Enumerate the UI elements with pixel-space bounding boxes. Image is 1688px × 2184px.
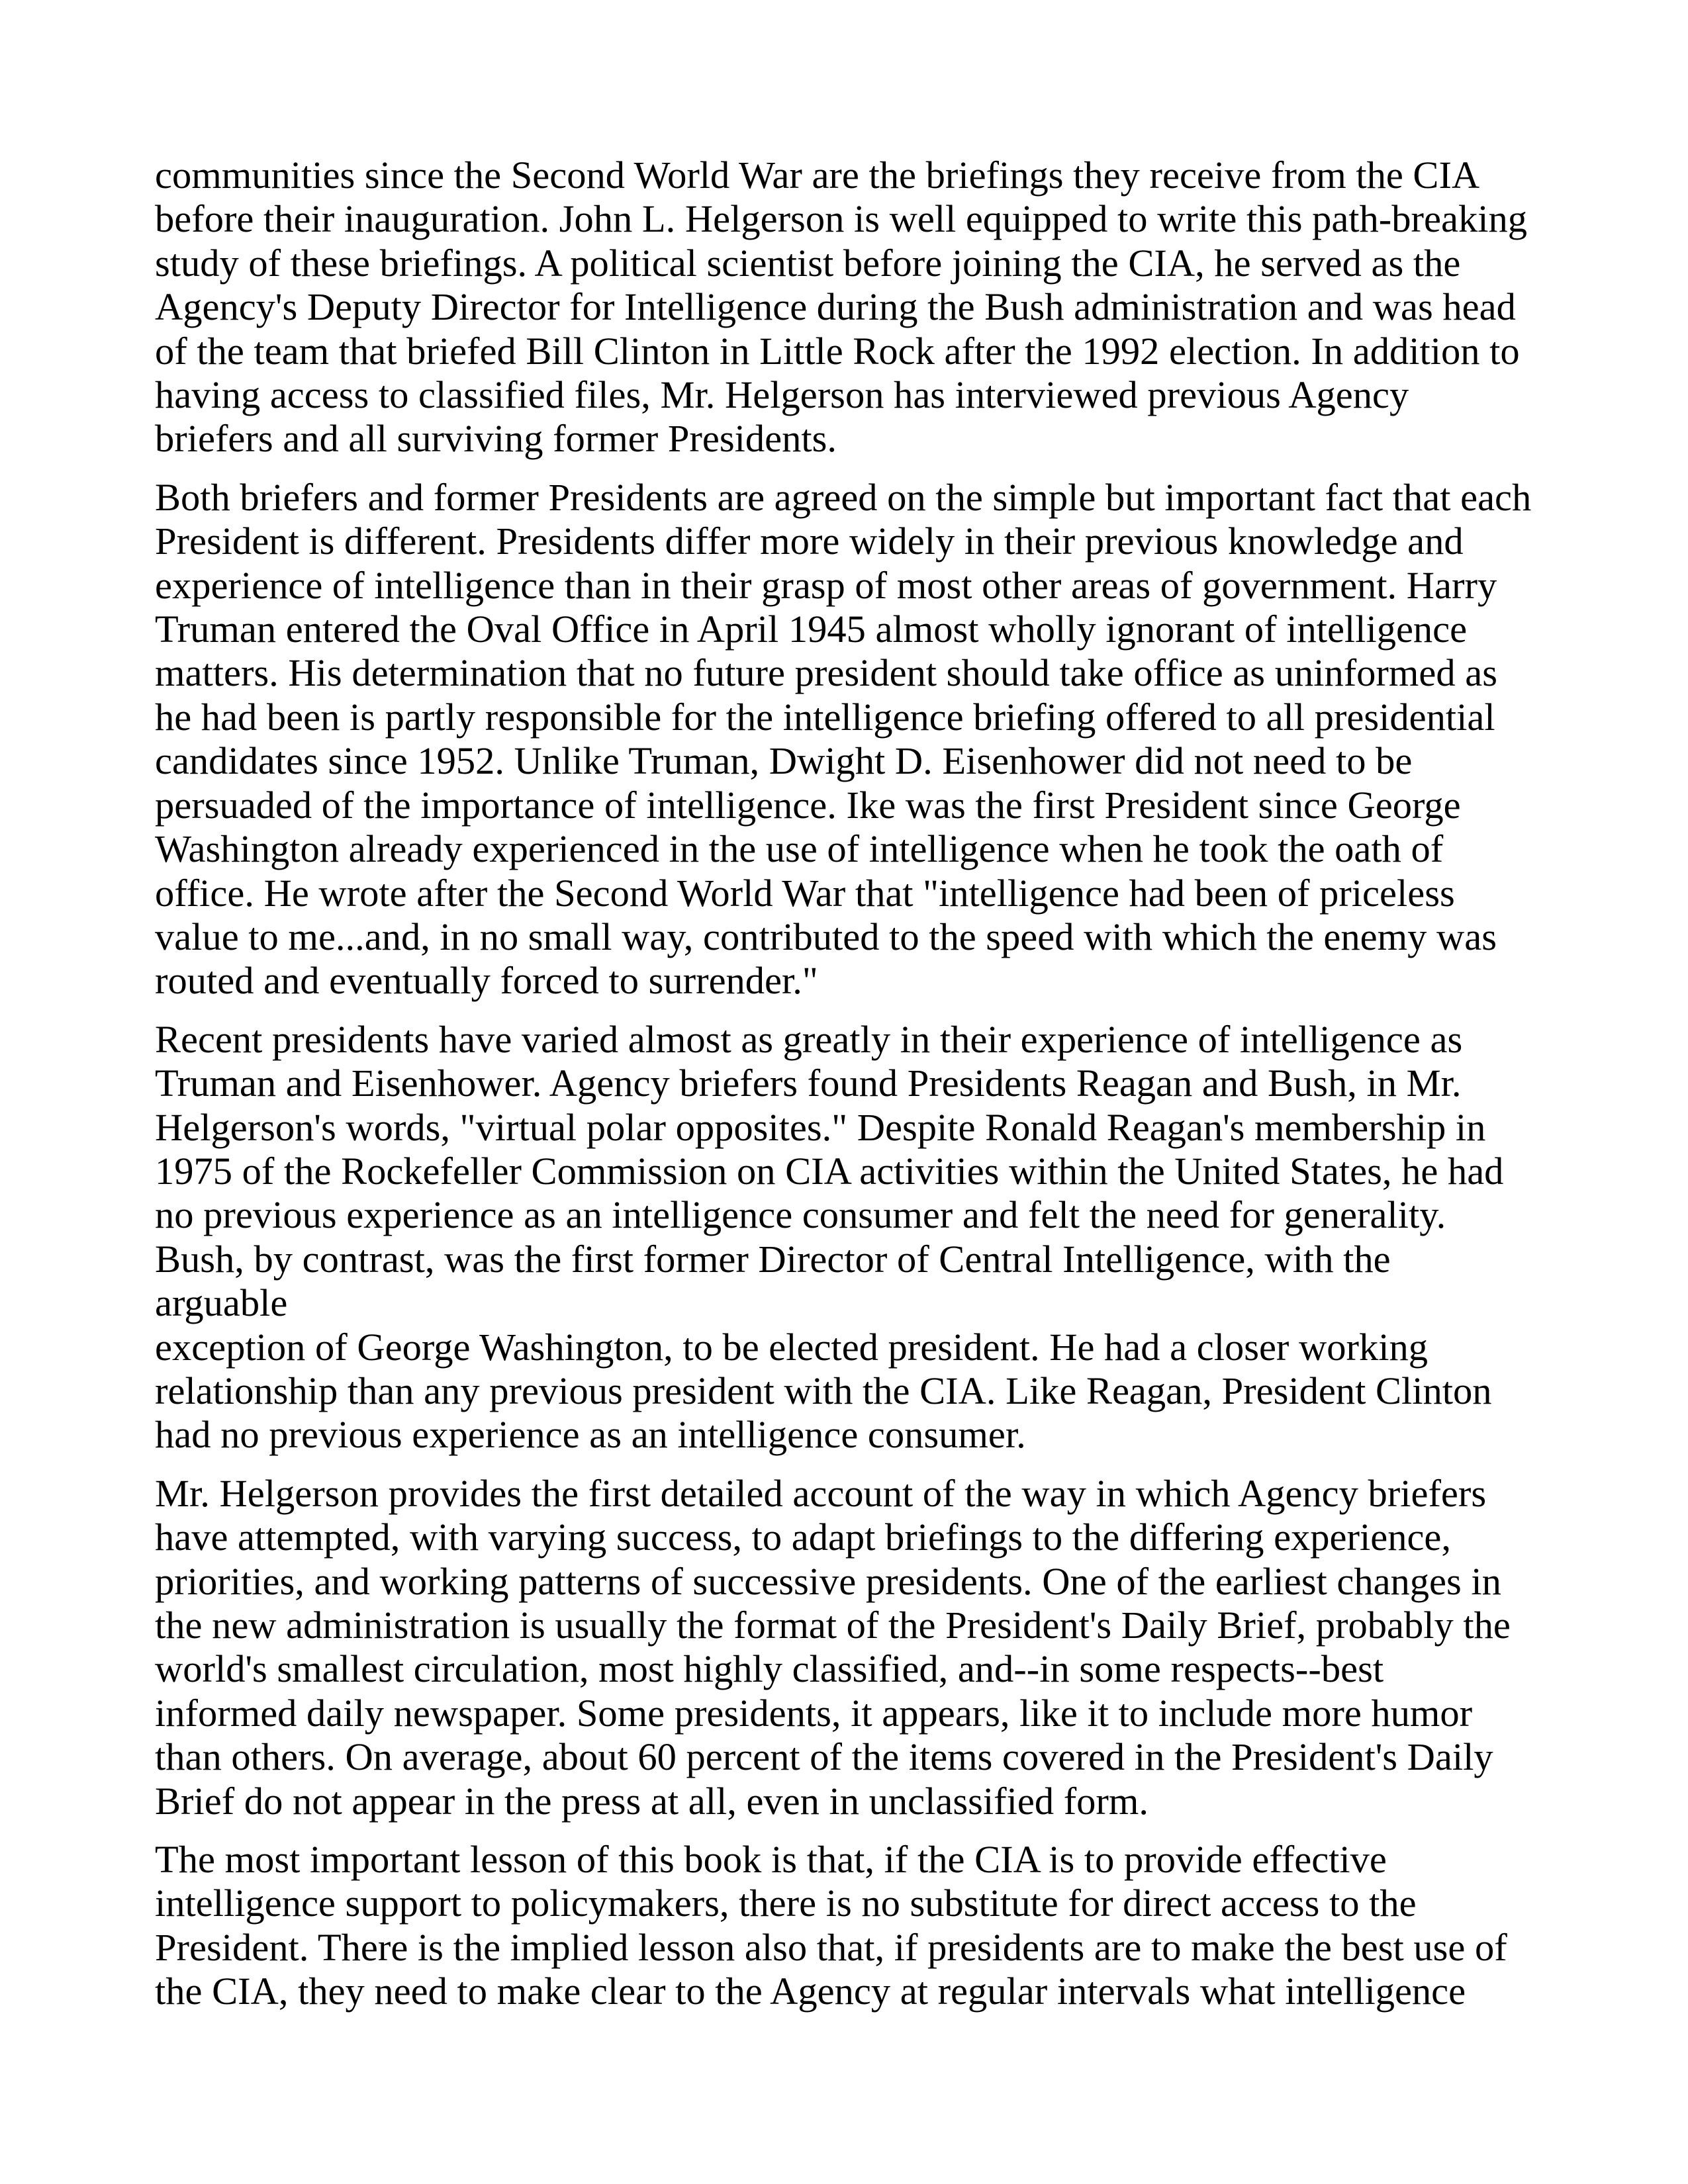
paragraph-daily-brief: Mr. Helgerson provides the first detailed account of the way in which Agency briefers have attempted, with varying success, to adapt briefings to the differing experience, priorities, and working patterns of successive presidents. One of the earliest changes in the new administration is usually the format of the President's Daily Brief, probably the world's smallest circulation, most highly classified, and--in some respects--best informed daily newspaper. Some presidents, it appears, like it to include more humor than others. On average, about 60 percent of the items covered in the President's Daily Brief do not appear in the press at all, even in unclassified form. bbox=[155, 1471, 1511, 1823]
document-page bbox=[155, 154, 1532, 2028]
paragraph-key-lesson: The most important lesson of this book is that, if the CIA is to provide effective intelligence support to policymakers, there is no substitute for direct access to the President. There is the implied lesson also that, if presidents are to make the best use of the CIA, they need to make clear to the Agency at regular intervals what intelligence bbox=[155, 1838, 1507, 2013]
paragraph-briefing-context: communities since the Second World War are the briefings they receive from the CIA before their inauguration. John L. Helgerson is well equipped to write this path-breaking study of these briefings. A political scientist before joining the CIA, he served as the Agency's Deputy Director for Intelligence during the Bush administration and was head of the team that briefed Bill Clinton in Little Rock after the 1992 election. In addition to having access to classified files, Mr. Helgerson has interviewed previous Agency briefers and all surviving former Presidents. bbox=[155, 154, 1527, 461]
paragraph-recent-presidents: Recent presidents have varied almost as greatly in their experience of intelligence as Truman and Eisenhower. Agency briefers found Presidents Reagan and Bush, in Mr. Helgerson's words, "virtual polar opposites." Despite Ronald Reagan's membership in 1975 of the Rockefeller Commission on CIA activities within the United States, he had no previous experience as an intelligence consumer and felt the need for generality. Bush, by contrast, was the first former Director of Central Intelligence, with the arguable exception of George Washington, to be elected president. He had a closer working relationship than any previous president with the CIA. Like Reagan, President Clinton had no previous experience as an intelligence consumer. bbox=[155, 1017, 1504, 1457]
paragraph-presidents-differ: Both briefers and former Presidents are agreed on the simple but important fact that each President is different. Presidents differ more widely in their previous knowledge and experience of intelligence than in their grasp of most other areas of government. Harry Truman entered the Oval Office in April 1945 almost wholly ignorant of intelligence matters. His determination that no future president should take office as uninformed as he had been is partly responsible for the intelligence briefing offered to all presidential candidates since 1952. Unlike Truman, Dwight D. Eisenhower did not need to be persuaded of the importance of intelligence. Ike was the first President since George Washington already experienced in the use of intelligence when he took the oath of office. He wrote after the Second World War that "intelligence had been of priceless value to me...and, in no small way, contributed to the speed with which the enemy was routed and eventually forced to surrender." bbox=[155, 475, 1532, 1003]
